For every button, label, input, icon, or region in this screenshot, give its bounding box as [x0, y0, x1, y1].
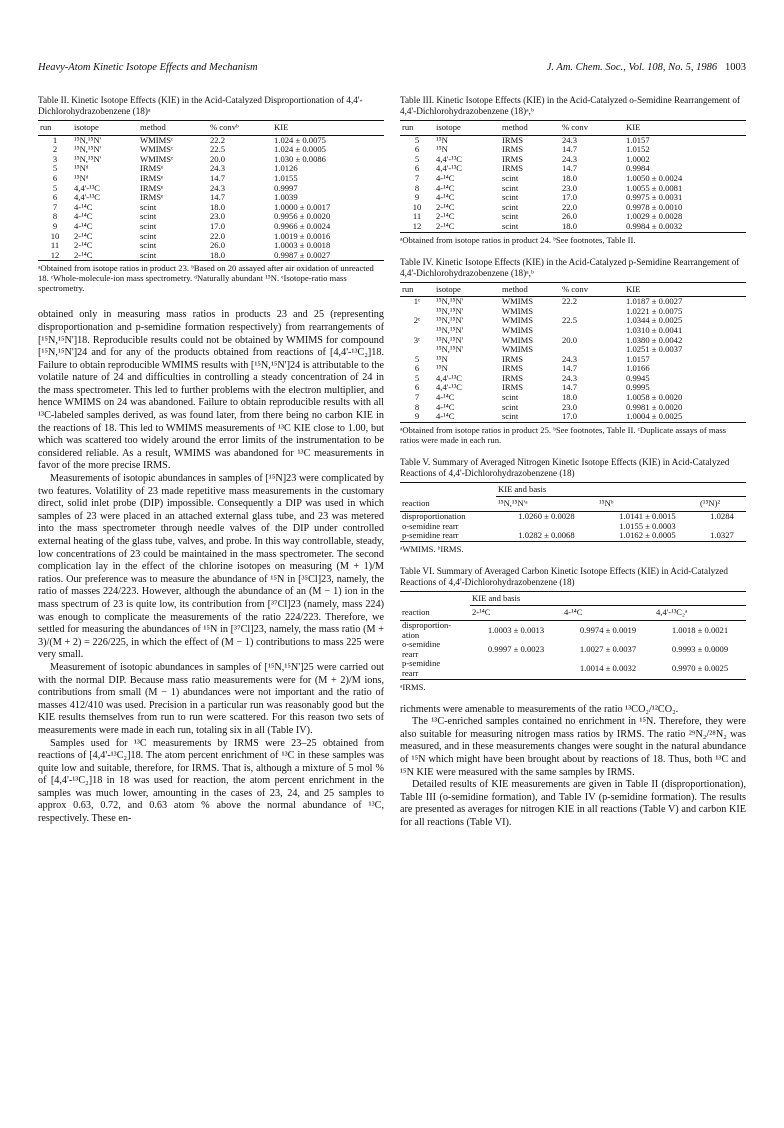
table-cell: 8 — [414, 182, 420, 193]
table-cell: ¹⁵Nᵈ — [74, 172, 89, 183]
table-cell: 14.7 — [210, 172, 226, 183]
table-cell: 1.0166 — [626, 363, 650, 374]
table-cell: scint — [502, 211, 519, 222]
table-cell: 1.0162 ± 0.0005 — [619, 530, 676, 541]
table-row — [38, 251, 384, 261]
table-cell: 1.030 ± 0.0086 — [274, 153, 326, 164]
table-cell: IRMS — [502, 382, 524, 393]
table-cell: 6 — [52, 172, 58, 183]
table-cell: scint — [502, 220, 519, 231]
table-cell: 1.0018 ± 0.0021 — [671, 624, 729, 635]
col-header: isotope — [434, 121, 500, 136]
table-cell: 1.0050 ± 0.0024 — [626, 172, 683, 183]
table-cell: 26.0 — [562, 211, 578, 222]
table-cell: 18.0 — [562, 172, 578, 183]
table-cell: 1.024 ± 0.0075 — [274, 134, 326, 145]
table-cell: 5 — [52, 163, 58, 174]
col-header: ¹⁵N,¹⁵N'ᵃ — [496, 497, 597, 512]
table-cell: 1.0029 ± 0.0028 — [626, 211, 683, 222]
table-cell: 1.0152 — [626, 144, 650, 155]
table-cell: 6 — [414, 382, 420, 393]
table-3-body — [400, 135, 746, 232]
table-4 — [400, 257, 746, 445]
table-cell: WMIMSᶜ — [140, 144, 174, 155]
table-cell: 23.0 — [562, 401, 578, 412]
table-cell: 3ᶜ — [413, 334, 421, 345]
table-cell: IRMSᵉ — [140, 172, 164, 183]
table-cell: 0.9966 ± 0.0024 — [274, 220, 331, 231]
table-cell: ¹⁵N,¹⁵N' — [436, 334, 464, 345]
table-cell: 0.9974 ± 0.0019 — [579, 624, 637, 635]
table-cell: 7 — [52, 201, 58, 212]
table-cell: 1.0221 ± 0.0075 — [626, 305, 683, 316]
table-cell: ¹⁵N — [436, 134, 448, 145]
table-cell: WMIMSᶜ — [140, 134, 174, 145]
table-cell: 14.7 — [562, 144, 578, 155]
table-cell: IRMSᵉ — [140, 163, 164, 174]
table-cell: IRMS — [502, 363, 524, 374]
table-cell: ¹⁵N,¹⁵N' — [436, 315, 464, 326]
table-cell: 1.024 ± 0.0005 — [274, 144, 326, 155]
table-cell: IRMS — [502, 134, 524, 145]
table-cell: ¹⁵N,¹⁵N' — [74, 153, 102, 164]
table-cell: ¹⁵N,¹⁵N' — [436, 324, 464, 335]
table-cell: 3 — [52, 153, 58, 164]
table-cell: 1.0380 ± 0.0042 — [626, 334, 683, 345]
table-cell: scint — [502, 201, 519, 212]
table-cell: 14.7 — [210, 192, 226, 203]
table-cell: 1.0000 ± 0.0017 — [274, 201, 331, 212]
table-cell: disproportionation — [402, 511, 466, 522]
table-cell: 18.0 — [562, 392, 578, 403]
journal-citation: J. Am. Chem. Soc., Vol. 108, No. 5, 1986 — [546, 62, 718, 73]
table-cell: 1.0155 — [274, 172, 298, 183]
table-cell: scint — [502, 182, 519, 193]
table-cell: 5 — [52, 182, 58, 193]
table-5-group-row — [400, 482, 746, 497]
col-header: isotope — [72, 121, 138, 136]
table-cell: 4-¹⁴C — [436, 192, 455, 203]
table-row — [400, 222, 746, 232]
table-cell: 24.3 — [562, 134, 578, 145]
col-header: run — [400, 121, 434, 136]
table-cell: 1.0002 — [626, 153, 650, 164]
table-cell: 0.9984 ± 0.0032 — [626, 220, 683, 231]
table-cell: IRMS — [502, 153, 524, 164]
table-cell: 14.7 — [562, 382, 578, 393]
running-header-title: Heavy-Atom Kinetic Isotope Effects and Mechanism — [38, 62, 258, 73]
table-row — [400, 640, 746, 659]
col-header: % conv — [560, 121, 624, 136]
table-cell: 1.0027 ± 0.0037 — [579, 643, 637, 654]
col-header: run — [38, 121, 72, 136]
table-cell: 2-¹⁴C — [74, 249, 93, 260]
table-cell: 20.0 — [562, 334, 578, 345]
table-cell: 10 — [50, 230, 60, 241]
table-cell: 4,4'-¹³C — [436, 153, 463, 164]
table-cell: 22.0 — [210, 230, 226, 241]
col-header: KIE — [272, 121, 384, 136]
table-cell: 24.3 — [562, 353, 578, 364]
table-3 — [400, 95, 746, 245]
table-cell: 2-¹⁴C — [436, 201, 455, 212]
table-cell: 1.0004 ± 0.0025 — [626, 411, 683, 422]
table-cell: ¹⁵N — [436, 353, 448, 364]
col-header: 4-¹⁴C — [562, 606, 654, 621]
table-4-caption: Table IV. Kinetic Isotope Effects (KIE) in the Acid-Catalyzed p-Semidine Rearrangement of 4,4'-Dichlorohydrazobenzene (18)ᵃ,ᵇ — [400, 256, 740, 278]
table-cell: IRMS — [502, 163, 524, 174]
table-cell: 11 — [50, 240, 60, 251]
table-5-body — [400, 512, 746, 542]
table-cell: WMIMS — [502, 315, 534, 326]
table-cell: 1.0126 — [274, 163, 298, 174]
table-cell: 5 — [414, 372, 420, 383]
table-cell: 23.0 — [562, 182, 578, 193]
table-cell: ¹⁵Nᵈ — [74, 163, 89, 174]
table-cell: 5 — [414, 353, 420, 364]
table-cell: 22.2 — [210, 134, 226, 145]
table-5-grid — [400, 482, 746, 542]
table-cell: 0.9984 — [626, 163, 650, 174]
table-cell: ¹⁵N,¹⁵N' — [436, 344, 464, 355]
table-cell: 9 — [414, 192, 420, 203]
table-6-header-row — [400, 606, 746, 621]
table-cell: 6 — [414, 163, 420, 174]
table-cell: 4-¹⁴C — [436, 401, 455, 412]
table-cell: WMIMSᶜ — [140, 153, 174, 164]
page-number: 1003 — [725, 62, 746, 73]
table-cell: p-semidine rearr — [402, 658, 441, 678]
table-cell: IRMSᵉ — [140, 192, 164, 203]
paragraph: Samples used for ¹³C measurements by IRMS were 23–25 obtained from reactions of [4,4'-¹³C₂]18. The atom percent enrichment of ¹³C in these samples was quite low and suitable, therefore, for IRMS. That is, although a mixture of 5 mol % of [4,4'-¹³C₂]18 in 18 was used for reaction, the atom percent enrichment in the samples was much lower, amounting in the cases of 23, 24, and 25 samples to approx 0.63, 0.72, and 0.63 atom % above the normal abundance of ¹³C, respectively. These en- — [38, 737, 384, 825]
table-cell: ¹⁵N,¹⁵N' — [436, 296, 464, 307]
table-cell: scint — [140, 240, 157, 251]
table-cell: 1 — [52, 134, 58, 145]
table-cell: WMIMS — [502, 334, 534, 345]
table-cell: 8 — [52, 211, 58, 222]
table-cell: 1.0003 ± 0.0018 — [274, 240, 331, 251]
table-cell: 11 — [412, 211, 422, 222]
col-header: 4,4'-¹³C₂ᵃ — [654, 606, 746, 621]
table-cell: 14.7 — [562, 163, 578, 174]
table-cell: scint — [502, 172, 519, 183]
table-cell: 2 — [52, 144, 58, 155]
table-6-group-row — [400, 591, 746, 606]
table-cell: 0.9975 ± 0.0031 — [626, 192, 683, 203]
table-cell: WMIMS — [502, 344, 534, 355]
table-cell: 24.3 — [210, 182, 226, 193]
table-cell: scint — [502, 401, 519, 412]
col-header: ¹⁵Nᵇ — [597, 497, 698, 512]
table-cell: 5 — [414, 134, 420, 145]
table-cell: 1.0003 ± 0.0013 — [487, 624, 545, 635]
table-cell: 4,4'-¹³C — [436, 163, 463, 174]
table-cell: scint — [140, 220, 157, 231]
col-header: reaction — [400, 606, 470, 621]
table-6 — [400, 566, 746, 692]
table-2-grid — [38, 120, 384, 261]
table-3-footnote: ᵃObtained from isotope ratios in product 24. ᵇSee footnotes, Table II. — [400, 234, 636, 245]
table-3-caption: Table III. Kinetic Isotope Effects (KIE) in the Acid-Catalyzed o-Semidine Rearrangement of 4,4'-Dichlorohydrazobenzene (18)ᵃ,ᵇ — [400, 95, 741, 116]
col-header: KIE — [624, 282, 746, 297]
table-cell: 0.9981 ± 0.0020 — [626, 401, 683, 412]
table-5-header-row — [400, 497, 746, 512]
table-cell: 20.0 — [210, 153, 226, 164]
table-cell: 4-¹⁴C — [436, 172, 455, 183]
table-cell: IRMSᵉ — [140, 182, 164, 193]
group-header: KIE and basis — [496, 482, 746, 497]
table-cell: 4,4'-¹³C — [436, 372, 463, 383]
table-cell: 24.3 — [562, 372, 578, 383]
table-cell: 1.0157 — [626, 353, 650, 364]
table-cell: 12 — [412, 220, 422, 231]
table-cell: 4,4'-¹³C — [436, 382, 463, 393]
col-header: % convᵇ — [208, 121, 272, 136]
table-cell: o-semidine rearr — [402, 639, 441, 659]
table-cell: 2-¹⁴C — [74, 230, 93, 241]
table-cell: scint — [140, 201, 157, 212]
table-cell: 1.0055 ± 0.0081 — [626, 182, 683, 193]
table-cell: 18.0 — [210, 201, 226, 212]
table-cell: 4-¹⁴C — [74, 211, 93, 222]
left-body-text — [38, 309, 384, 825]
col-header: method — [500, 121, 560, 136]
table-cell: 0.9993 ± 0.0009 — [671, 643, 729, 654]
paragraph: richments were amenable to measurements of the ratio ¹³CO₂/¹²CO₂. — [400, 703, 679, 715]
running-header-journal — [547, 62, 746, 73]
table-cell: ¹⁵N — [436, 144, 448, 155]
table-cell: 9 — [52, 220, 58, 231]
table-cell: 1.0058 ± 0.0020 — [626, 392, 683, 403]
table-6-footnote: ᵃIRMS. — [400, 681, 426, 692]
table-cell: ¹⁵N,¹⁵N' — [436, 305, 464, 316]
table-cell: 0.9997 — [274, 182, 298, 193]
table-cell: IRMS — [502, 372, 524, 383]
table-cell: ¹⁵N,¹⁵N' — [74, 144, 102, 155]
table-cell: 0.9978 ± 0.0010 — [626, 201, 683, 212]
table-cell: 17.0 — [562, 411, 578, 422]
table-cell: scint — [140, 211, 157, 222]
table-cell: 1.0327 — [710, 530, 734, 541]
table-cell: 6 — [52, 192, 58, 203]
table-cell: scint — [502, 192, 519, 203]
table-cell: 17.0 — [562, 192, 578, 203]
table-6-caption: Table VI. Summary of Averaged Carbon Kinetic Isotope Effects (KIE) in Acid-Catalyzed Reactions of 4,4'-Dichlorohydrazobenzene (18) — [400, 565, 728, 587]
table-cell: 1.0155 ± 0.0003 — [619, 520, 676, 531]
table-cell: 1.0014 ± 0.0032 — [579, 663, 637, 674]
table-row — [400, 412, 746, 422]
table-cell: 1.0141 ± 0.0015 — [619, 511, 676, 522]
table-cell: 4,4'-¹³C — [74, 192, 101, 203]
left-column — [38, 95, 384, 826]
table-3-header-row — [400, 121, 746, 136]
table-cell: scint — [502, 411, 519, 422]
table-cell: 0.9995 — [626, 382, 650, 393]
table-cell: scint — [140, 249, 157, 260]
table-cell: 1.0251 ± 0.0037 — [626, 344, 683, 355]
table-cell: WMIMS — [502, 305, 534, 316]
table-cell: 6 — [414, 363, 420, 374]
table-cell: 10 — [412, 201, 422, 212]
table-cell: 24.3 — [562, 153, 578, 164]
table-cell: 1.0019 ± 0.0016 — [274, 230, 331, 241]
table-cell: 18.0 — [210, 249, 226, 260]
table-cell: 4-¹⁴C — [436, 411, 455, 422]
table-row — [400, 659, 746, 679]
table-cell: disproportion- ation — [402, 620, 452, 640]
table-cell: 0.9997 ± 0.0023 — [487, 643, 545, 654]
table-2-header-row — [38, 121, 384, 136]
table-cell: 4-¹⁴C — [74, 220, 93, 231]
table-cell — [470, 659, 562, 679]
table-4-body — [400, 297, 746, 423]
table-cell: 0.9970 ± 0.0025 — [671, 663, 729, 674]
table-cell: IRMS — [502, 353, 524, 364]
table-cell: 23.0 — [210, 211, 226, 222]
table-2 — [38, 95, 384, 293]
col-header: 2-¹⁴C — [470, 606, 562, 621]
right-column — [400, 95, 746, 830]
table-cell: 4-¹⁴C — [74, 201, 93, 212]
table-cell: 7 — [414, 172, 420, 183]
table-6-grid — [400, 591, 746, 680]
table-2-body — [38, 135, 384, 261]
table-cell: 2-¹⁴C — [436, 211, 455, 222]
table-cell: 22.0 — [562, 201, 578, 212]
table-cell: 26.0 — [210, 240, 226, 251]
table-cell: 6 — [414, 144, 420, 155]
paragraph: obtained only in measuring mass ratios in products 23 and 25 (representing disproportionation and p-semidine formation respectively) from rearrangements of [¹⁵N,¹⁵N']18. Reproducible results could not be obtained by WMIMS for compound [¹⁵N,¹⁵N']24 and for any of the products obtained from reactions of [4,4'-¹³C₂]18. Failure to obtain reproducible WMIMS results with [¹⁵N,¹⁵N']24 is attributable to the volatile nature of 24 and difficulties in controlling a steady concentration of 24 in the mass spectrometer. This led to further problems with the electron multiplier, and hence WMIMS on 24 was abandoned. Failure to obtain reproducible results with all ¹³C-labeled samples derived, as was found later, from there being no carbon KIE in the reactions of 18. This led to WMIMS measurements of ¹³C KIE close to 1.00, but which was scattered too widely around the error limits of the instrumentation to be considered reliable. As a result, WMIMS was abandoned for ¹³C measurements in favor of the more precise IRMS. — [38, 309, 384, 472]
table-4-footnote: ᵃObtained from isotope ratios in product 25. ᵇSee footnotes, Table II. ᶜDuplicate assays of mass ratios were made in each run. — [400, 424, 727, 445]
paragraph: Measurements of isotopic abundances in samples of [¹⁵N]23 were complicated by two features. Volatility of 23 made repetitive mass measurements in the customary direct, solid inlet probe (DIP) impossible. Consequently a DIP was used in which samples of 23 were placed in an attached external glass tube, and 23 was metered into the mass spectrometer through needle valves of the DIP under controlled external heating of the glass tube, valves, and probe. In this way controllable, steady, low concentrations of 23 could be maintained in the mass spectrometer. The second complication lay in the effect of the chlorine isotopes on measuring (M + 1)/M ratios. Our preference was to measure the abundance of ¹⁵N in [³⁵Cl]23, namely, the ratio of masses 224/223. However, although the abundance of an (M − 1) ion in the mass spectrum of 23 is quite low, its contribution from [³⁷Cl]23 (namely, mass 224) was enough to complicate the measurements of the ratio 224/223. Therefore, we settled for measuring the abundances of ¹⁵N in [³⁷Cl]23, namely, the mass ratio (M + 3)/(M + 2) = 226/225, in which the effect of (M − 1) contributions to mass 225 were very small. — [38, 473, 384, 661]
right-body-text — [400, 704, 746, 830]
col-header: run — [400, 282, 434, 297]
table-4-grid — [400, 282, 746, 423]
table-cell: 1.0282 ± 0.0068 — [518, 530, 575, 541]
table-cell: scint — [502, 392, 519, 403]
table-cell: 0.9987 ± 0.0027 — [274, 249, 331, 260]
paragraph: Detailed results of KIE measurements are given in Table II (disproportionation), Table III (o-semidine formation), and Table IV (p-semidine formation). The results are presented as averages for nitrogen KIE in all reactions (Table V) and carbon KIE for all reactions (Table VI). — [400, 779, 746, 828]
table-cell: 7 — [414, 392, 420, 403]
table-cell: 12 — [50, 249, 60, 260]
table-cell: 1.0310 ± 0.0041 — [626, 324, 683, 335]
col-header: (¹⁵N)² — [698, 497, 746, 512]
table-cell: 1.0187 ± 0.0027 — [626, 296, 683, 307]
table-row — [400, 621, 746, 641]
table-cell: p-semidine rearr — [402, 530, 459, 541]
table-cell: 1.0039 — [274, 192, 298, 203]
table-cell: WMIMS — [502, 324, 534, 335]
table-cell: 1.0157 — [626, 134, 650, 145]
table-6-body — [400, 621, 746, 680]
table-cell: 2ᶜ — [413, 315, 421, 326]
table-cell: WMIMS — [502, 296, 534, 307]
col-header: method — [138, 121, 208, 136]
table-cell: ¹⁵N,¹⁵N' — [74, 134, 102, 145]
table-cell: 1.0260 ± 0.0028 — [518, 511, 575, 522]
table-cell: 4-¹⁴C — [436, 392, 455, 403]
group-header: KIE and basis — [470, 591, 746, 606]
table-cell: 5 — [414, 153, 420, 164]
table-cell: 2-¹⁴C — [74, 240, 93, 251]
table-cell: 1ᶜ — [413, 296, 421, 307]
table-cell: ¹⁵N — [436, 363, 448, 374]
paragraph: The ¹³C-enriched samples contained no enrichment in ¹⁵N. Therefore, they were also suitable for measuring nitrogen mass ratios by IRMS. The ratio ²⁹N₂/²⁸N₂ was measured, and in these measurements changes were sought in the natural abundance of ¹⁵N which might have been brought about by reactions of 18. Thus, both ¹³C and ¹⁵N KIE were measured with the same samples by IRMS. — [400, 716, 746, 778]
table-5 — [400, 457, 746, 554]
table-2-caption: Table II. Kinetic Isotope Effects (KIE) in the Acid-Catalyzed Disproportionation of 4,4'-Dichlorohydrazobenzene (18)ᵃ — [38, 95, 363, 116]
table-cell: 22.2 — [562, 296, 578, 307]
table-cell: scint — [140, 230, 157, 241]
table-cell: 2-¹⁴C — [436, 220, 455, 231]
table-cell: 24.3 — [210, 163, 226, 174]
table-cell: 1.0284 — [710, 511, 734, 522]
table-2-footnote: ᵃObtained from isotope ratios in product 23. ᵇBased on 20 assayed after air oxidation of unreacted 18. ᶜWhole-molecule-ion mass spectrometry. ᵈNaturally abundant ¹⁵N. ᵉIsotope-ratio mass spectrometry. — [38, 263, 374, 294]
table-cell: o-semidine rearr — [402, 520, 459, 531]
table-4-header-row — [400, 282, 746, 297]
col-header: method — [500, 282, 560, 297]
table-cell: 14.7 — [562, 363, 578, 374]
table-cell: 9 — [414, 411, 420, 422]
table-row — [400, 531, 746, 541]
col-header: % conv — [560, 282, 624, 297]
table-cell: 4-¹⁴C — [436, 182, 455, 193]
table-cell: 17.0 — [210, 220, 226, 231]
col-header: isotope — [434, 282, 500, 297]
table-cell: 0.9956 ± 0.0020 — [274, 211, 331, 222]
table-cell: 1.0344 ± 0.0025 — [626, 315, 683, 326]
table-3-grid — [400, 120, 746, 233]
table-cell: IRMS — [502, 144, 524, 155]
col-header: reaction — [400, 497, 496, 512]
table-cell: 18.0 — [562, 220, 578, 231]
table-cell: 0.9945 — [626, 372, 650, 383]
table-cell: 22.5 — [562, 315, 578, 326]
paragraph: Measurement of isotopic abundances in samples of [¹⁵N,¹⁵N']25 were carried out with the normal DIP. Because mass ratio measurements were for (M + 2)/M ions, contributions from small (M − 1) abundances were not important and the ratio of masses 412/410 was used. Precision in a particular run was reasonably good but the KIE results themselves from run to run were scattered. For this reason two sets of measurements were made in each run, totaling six in all (Table IV). — [38, 661, 384, 736]
table-cell: 4,4'-¹³C — [74, 182, 101, 193]
col-header: KIE — [624, 121, 746, 136]
table-5-footnote: ᵃWMIMS. ᵇIRMS. — [400, 543, 464, 554]
table-cell: 8 — [414, 401, 420, 412]
table-5-caption: Table V. Summary of Averaged Nitrogen Kinetic Isotope Effects (KIE) in Acid-Catalyzed Reactions of 4,4'-Dichlorohydrazobenzene (18) — [400, 456, 730, 478]
table-cell: 22.5 — [210, 144, 226, 155]
